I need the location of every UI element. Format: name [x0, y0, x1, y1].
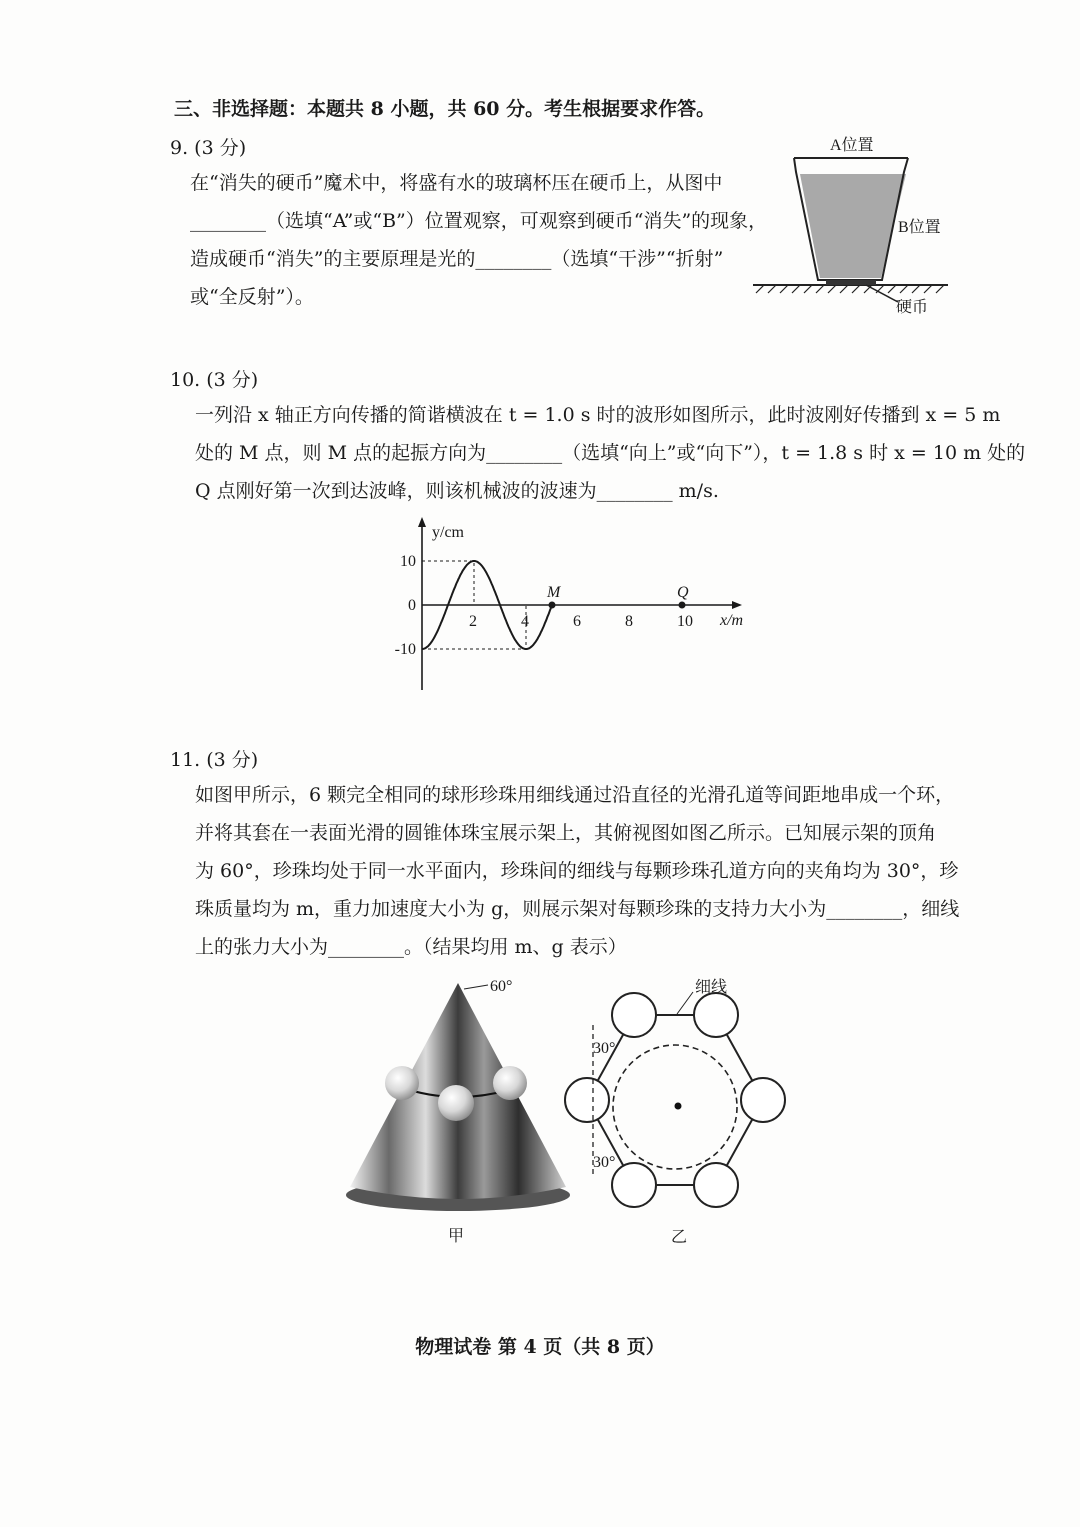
x-axis-arrow: [732, 601, 742, 609]
x-axis-label: x/m: [720, 612, 744, 629]
wave-chart: [380, 515, 760, 695]
q9-line-3: 造成硬币“消失”的主要原理是光的________（选填“干涉”“折射”: [190, 248, 724, 270]
thread-label: 细线: [695, 979, 728, 996]
point-label-q: Q: [677, 584, 689, 601]
q10-line-2: 处的 M 点，则 M 点的起振方向为________（选填“向上”或“向下”），t = 1.8 s 时 x = 10 m 处的: [195, 442, 1026, 464]
pearl: [565, 1078, 609, 1122]
q11-line-4: 珠质量均为 m，重力加速度大小为 g，则展示架对每颗珍珠的支持力大小为________，细线: [195, 898, 960, 920]
ground-hatch: [756, 285, 944, 293]
y-tick-label: 0: [408, 597, 416, 614]
x-tick-label: 2: [469, 613, 477, 630]
top-view-figure-yi: [565, 970, 805, 1255]
q11-line-5: 上的张力大小为________。（结果均用 m、g 表示）: [195, 936, 627, 958]
page-footer: 物理试卷 第 4 页（共 8 页）: [415, 1336, 665, 1358]
center-dot: [675, 1103, 682, 1110]
y-tick-label: -10: [394, 641, 416, 658]
pearl: [493, 1066, 527, 1100]
pearl: [612, 1163, 656, 1207]
q11-line-2: 并将其套在一表面光滑的圆锥体珠宝展示架上，其俯视图如图乙所示。已知展示架的顶角: [195, 822, 937, 844]
q10-number: 10. (3 分): [170, 369, 259, 391]
pearl: [612, 993, 656, 1037]
pearl: [385, 1066, 419, 1100]
cone-angle-label: 60°: [490, 978, 513, 995]
label-coin: 硬币: [896, 299, 929, 316]
cone-figure-jia: [340, 975, 580, 1255]
point-label-m: M: [547, 584, 561, 601]
coin: [826, 280, 876, 285]
q11-line-3: 为 60°，珍珠均处于同一水平面内，珍珠间的细线与每颗珍珠孔道方向的夹角均为 30°，珍: [195, 860, 959, 882]
q9-line-1: 在“消失的硬币”魔术中，将盛有水的玻璃杯压在硬币上，从图中: [190, 172, 723, 194]
y-axis-label: y/cm: [432, 524, 464, 541]
section-header: 三、非选择题：本题共 8 小题，共 60 分。考生根据要求作答。: [174, 98, 716, 120]
q10-line-1: 一列沿 x 轴正方向传播的简谐横波在 t = 1.0 s 时的波形如图所示，此时波刚好传播到 x = 5 m: [195, 404, 1001, 426]
pearl: [694, 993, 738, 1037]
q9-number: 9. (3 分): [170, 137, 247, 159]
x-tick-label: 10: [677, 613, 693, 630]
peak-guide: [422, 561, 474, 605]
label-yi: 乙: [671, 1229, 688, 1246]
q9-line-4: 或“全反射”）。: [190, 286, 314, 308]
chart-axes: [418, 517, 742, 690]
q9-cup-figure: [748, 130, 958, 320]
label-b-position: B位置: [898, 219, 941, 236]
y-axis-arrow: [418, 517, 426, 527]
pearl: [438, 1085, 474, 1121]
pearl: [741, 1078, 785, 1122]
label-a-position: A位置: [830, 137, 874, 154]
angle-bottom-label: 30°: [593, 1154, 616, 1171]
y-tick-label: 10: [400, 553, 416, 570]
x-tick-label: 6: [573, 613, 581, 630]
angle-top-label: 30°: [593, 1040, 616, 1057]
q10-line-3: Q 点刚好第一次到达波峰，则该机械波的波速为________ m/s.: [195, 480, 719, 502]
q11-number: 11. (3 分): [170, 749, 259, 771]
q11-line-1: 如图甲所示，6 颗完全相同的球形珍珠用细线通过沿直径的光滑孔道等间距地串成一个环，: [195, 784, 955, 806]
label-jia: 甲: [448, 1228, 465, 1245]
q9-line-2: ________（选填“A”或“B”）位置观察，可观察到硬币“消失”的现象，: [190, 210, 768, 232]
point-q: [679, 602, 686, 609]
x-tick-label: 4: [521, 613, 529, 630]
water-fill: [800, 174, 906, 278]
pearl: [694, 1163, 738, 1207]
point-m: [549, 602, 556, 609]
x-tick-label: 8: [625, 613, 633, 630]
